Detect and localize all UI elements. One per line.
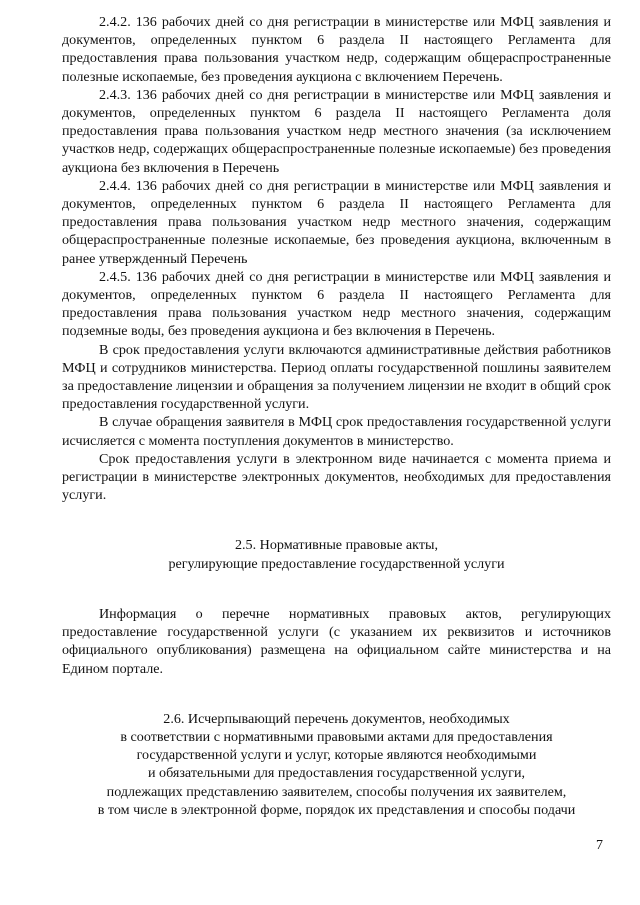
- paragraph-2-4-2: 2.4.2. 136 рабочих дней со дня регистрации в министерстве или МФЦ заявления и документов, определенных пунктом 6 раздела II настоящего Регламента для предоставления права пользования участком недр, содержащим общераспространенные полезные ископаемые, без проведения аукциона с включением Перечень.: [62, 14, 611, 85]
- paragraph-electronic-term: Срок предоставления услуги в электронном виде начинается с момента приема и регистрации в министерстве электронных документов, необходимых для предоставления услуги.: [62, 450, 611, 504]
- section-2-5-heading-line-1: 2.5. Нормативные правовые акты,: [234, 537, 438, 554]
- paragraph-service-term-actions: В срок предоставления услуги включаются административные действия работников МФЦ и сотрудников министерства. Период оплаты государственной пошлины заявителем за предоставление лицензии и обращения за получением лицензии не входит в общий срок предоставления государственной услуги.: [62, 341, 611, 413]
- section-2-6-heading-line-2: в соответствии с нормативными правовыми актами для предоставления: [120, 728, 553, 745]
- paragraph-normative-acts-info: Информация о перечне нормативных правовых актов, регулирующих предоставление государственной услуги (с указанием их реквизитов и источников официального опубликования) размещена на официальном сайте министерства и на Едином портале.: [62, 605, 611, 677]
- spacer: [62, 573, 611, 605]
- section-2-6-heading-line-3: государственной услуги и услуг, которые являются необходимыми: [136, 747, 537, 764]
- section-2-6-heading-line-4: и обязательными для предоставления государственной услуги,: [147, 765, 526, 782]
- section-2-6-heading-line-6: в том числе в электронной форме, порядок их представления и способы подачи: [97, 801, 576, 818]
- paragraph-2-4-4: 2.4.4. 136 рабочих дней со дня регистрации в министерстве или МФЦ заявления и документов, определенных пунктом 6 раздела II настоящего Регламента для предоставления права пользования участком недр местного значения, содержащим общераспространенные полезные ископаемые, без проведения аукциона, включенным в ранее утвержденный Перечень: [62, 177, 611, 267]
- document-body: [62, 13, 611, 819]
- section-2-6-heading-line-1: 2.6. Исчерпывающий перечень документов, необходимых: [163, 710, 510, 727]
- spacer: [62, 504, 611, 536]
- section-2-5-heading-line-2: регулирующие предоставление государственной услуги: [168, 555, 505, 572]
- section-2-6-heading-line-5: подлежащих представлению заявителем, способы получения их заявителем,: [106, 783, 567, 800]
- paragraph-2-4-3: 2.4.3. 136 рабочих дней со дня регистрации в министерстве или МФЦ заявления и документов, определенных пунктом 6 раздела II настоящего Регламента доля предоставления права пользования участком недр местного значения (за исключением участков недр, содержащих общераспространенные полезные ископаемые) без проведения аукциона без включения в Перечень: [62, 86, 611, 176]
- paragraph-2-4-5: 2.4.5. 136 рабочих дней со дня регистрации в министерстве или МФЦ заявления и документов, определенных пунктом 6 раздела II настоящего Регламента для предоставления права пользования участком недр местного значения, содержащим подземные воды, без проведения аукциона и без включения в Перечень.: [62, 268, 611, 340]
- spacer: [62, 678, 611, 710]
- page-number: 7: [596, 838, 603, 853]
- paragraph-mfc-term: В случае обращения заявителя в МФЦ срок предоставления государственной услуги исчисляется с момента поступления документов в министерство.: [62, 414, 611, 449]
